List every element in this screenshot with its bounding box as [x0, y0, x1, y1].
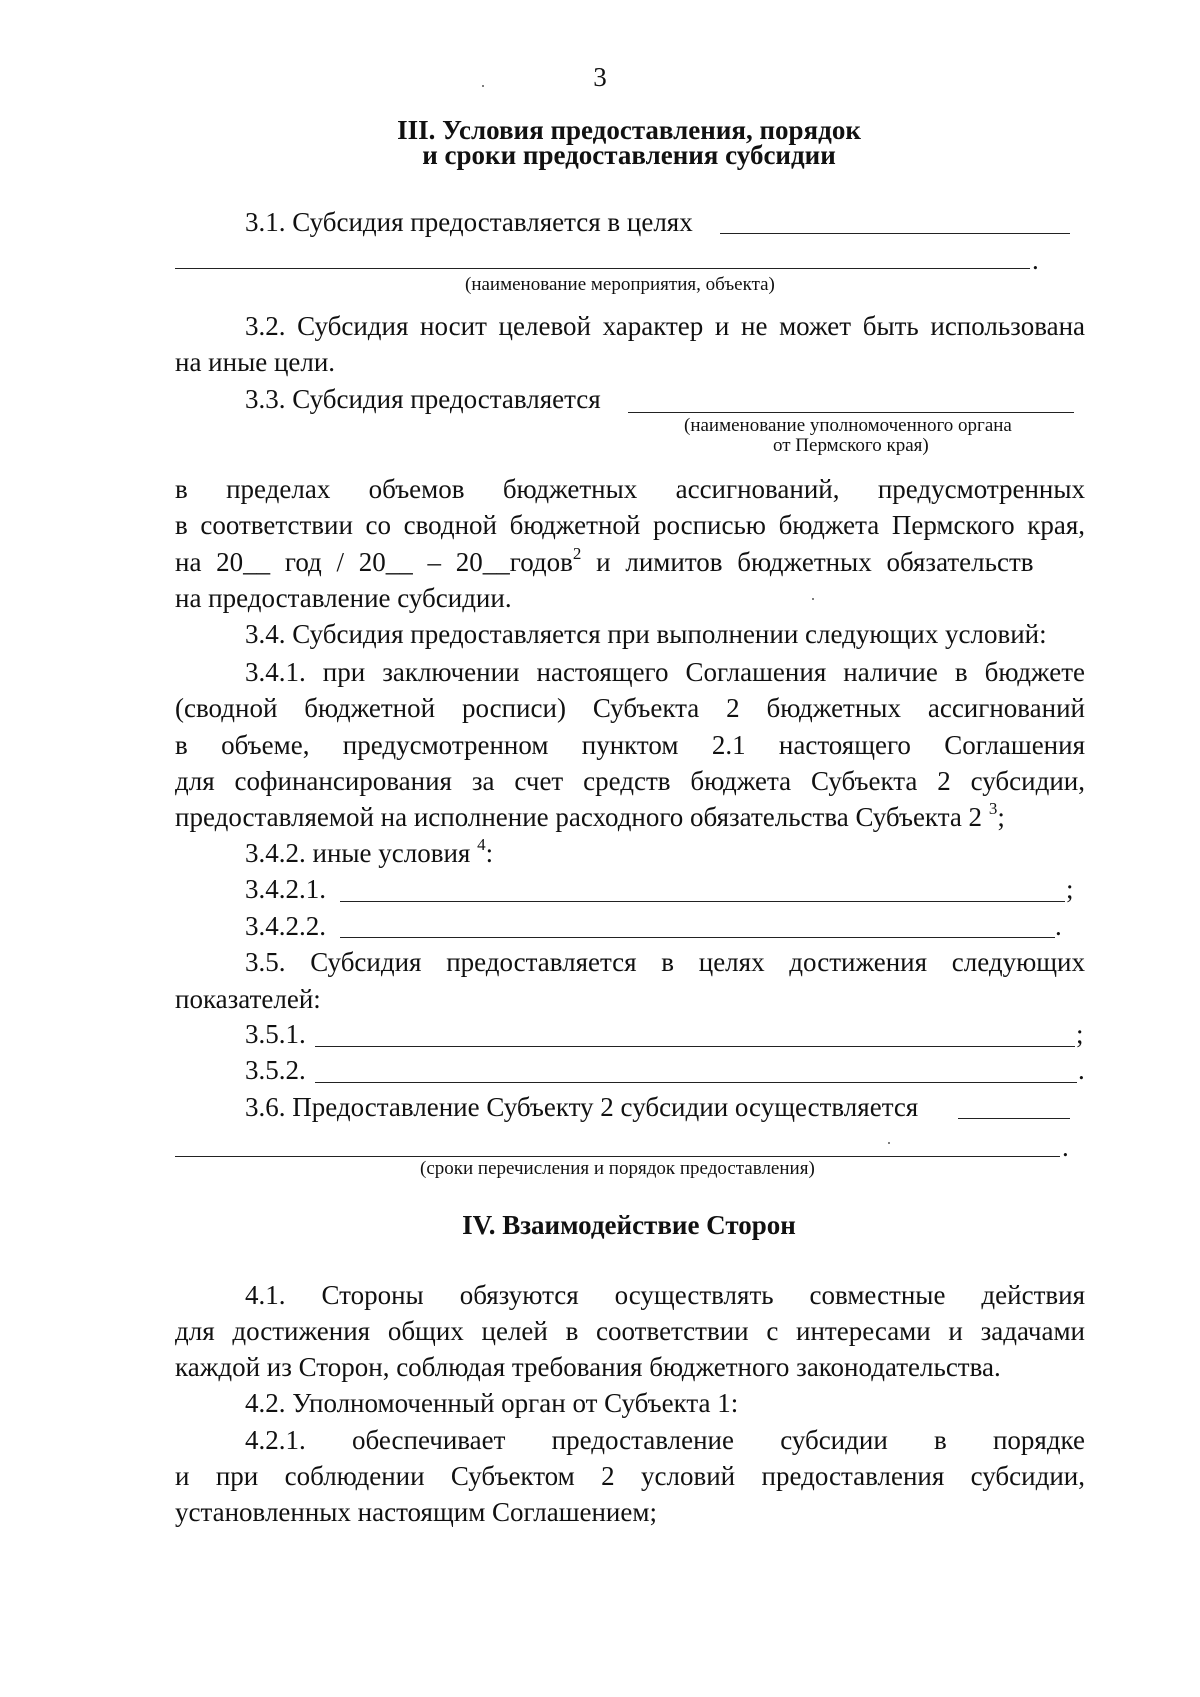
scan-speck: [812, 598, 814, 600]
paragraph-3-3-cont-line-4: на предоставление субсидии.: [175, 583, 512, 613]
paragraph-3-3: 3.3. Субсидия предоставляется: [245, 384, 601, 414]
item-3-5-1-label: 3.5.1.: [245, 1019, 306, 1049]
item-3-5-1-end: ;: [1076, 1019, 1084, 1049]
other-conditions-text: 3.4.2. иные условия: [245, 838, 471, 868]
paragraph-3-4: 3.4. Субсидия предоставляется при выполнении следующих условий:: [245, 619, 1047, 649]
blank-line-3-6-b: [175, 1156, 1060, 1157]
paragraph-3-2-line-2: на иные цели.: [175, 347, 336, 377]
section-3-heading-line-2: и сроки предоставления субсидии: [422, 140, 836, 170]
paragraph-4-2-1-line-3: установленных настоящим Соглашением;: [175, 1497, 657, 1527]
paragraph-4-2-1-line-1: 4.2.1. обеспечивает предоставление субсидии в порядке: [245, 1425, 1085, 1455]
paragraph-3-4-1-line-1: 3.4.1. при заключении настоящего Соглашения наличие в бюджете: [245, 657, 1085, 687]
obligation-text: предоставляемой на исполнение расходного обязательства Субъекта 2: [175, 802, 983, 832]
page-number: 3: [593, 62, 607, 92]
paragraph-3-3-cont-line-1: в пределах объемов бюджетных ассигнований, предусмотренных: [175, 474, 1085, 504]
item-3-5-2-end: .: [1078, 1055, 1085, 1085]
paragraph-3-6-end: .: [1062, 1132, 1069, 1162]
blank-line-3-1-a: [720, 233, 1070, 234]
budget-limits-text: и лимитов бюджетных обязательств: [581, 547, 1034, 577]
item-3-4-2-1-end: ;: [1066, 874, 1074, 904]
item-3-4-2-1-label: 3.4.2.1.: [245, 874, 326, 904]
blank-line-3-4-2-2: [340, 937, 1055, 938]
blank-line-3-5-1: [315, 1046, 1075, 1047]
paragraph-4-2-1-line-2: и при соблюдении Субъектом 2 условий предоставления субсидии,: [175, 1461, 1085, 1491]
paragraph-4-1-line-1: 4.1. Стороны обязуются осуществлять совместные действия: [245, 1280, 1085, 1310]
caption-3-1: (наименование мероприятия, объекта): [465, 274, 775, 295]
scan-speck: [888, 1142, 890, 1144]
blank-line-3-3: [628, 412, 1074, 413]
paragraph-3-5-line-1: 3.5. Субсидия предоставляется в целях достижения следующих: [245, 947, 1085, 977]
paragraph-4-1-line-3: каждой из Сторон, соблюдая требования бюджетного законодательства.: [175, 1352, 1001, 1382]
footnote-3-marker: 3: [988, 799, 998, 818]
item-3-5-2-label: 3.5.2.: [245, 1055, 306, 1085]
caption-3-6: (сроки перечисления и порядок предоставления): [420, 1158, 815, 1179]
paragraph-3-3-cont-line-2: в соответствии со сводной бюджетной росписью бюджета Пермского края,: [175, 510, 1085, 540]
paragraph-3-4-1-line-5: [175, 801, 1005, 833]
section-3-heading-line-1: III. Условия предоставления, порядок: [397, 115, 861, 145]
paragraph-3-3-cont-line-3: [175, 546, 1034, 578]
paragraph-4-1-line-2: для достижения общих целей в соответствии с интересами и задачами: [175, 1316, 1085, 1346]
scan-speck: [482, 85, 484, 87]
footnote-2-marker: 2: [572, 544, 582, 563]
colon: :: [485, 838, 494, 868]
paragraph-3-4-1-line-4: для софинансирования за счет средств бюджета Субъекта 2 субсидии,: [175, 766, 1085, 796]
paragraph-3-6: 3.6. Предоставление Субъекту 2 субсидии осуществляется: [245, 1092, 919, 1122]
caption-3-3-line-2: от Пермского края): [773, 435, 929, 456]
item-3-4-2-2-end: .: [1055, 911, 1062, 941]
paragraph-3-4-1-line-3: в объеме, предусмотренном пунктом 2.1 настоящего Соглашения: [175, 730, 1085, 760]
semicolon: ;: [997, 802, 1005, 832]
paragraph-3-4-1-line-2: (сводной бюджетной росписи) Субъекта 2 бюджетных ассигнований: [175, 693, 1085, 723]
paragraph-3-1: 3.1. Субсидия предоставляется в целях: [245, 207, 693, 237]
blank-line-3-5-2: [315, 1082, 1077, 1083]
blank-line-3-6-a: [958, 1118, 1070, 1119]
years-placeholder: на 20__ год / 20__ – 20__годов: [175, 547, 573, 577]
paragraph-3-4-2: [245, 837, 493, 869]
paragraph-4-2: 4.2. Уполномоченный орган от Субъекта 1:: [245, 1388, 739, 1418]
section-4-heading: IV. Взаимодействие Сторон: [462, 1210, 796, 1240]
footnote-4-marker: 4: [477, 835, 486, 854]
item-3-4-2-2-label: 3.4.2.2.: [245, 911, 326, 941]
paragraph-3-5-line-2: показателей:: [175, 984, 321, 1014]
blank-line-3-4-2-1: [340, 901, 1065, 902]
caption-3-3-line-1: (наименование уполномоченного органа: [684, 415, 1012, 436]
paragraph-3-2-line-1: 3.2. Субсидия носит целевой характер и не может быть использована: [245, 311, 1085, 341]
blank-line-3-1-b: [175, 268, 1030, 269]
paragraph-3-1-end: .: [1032, 245, 1039, 275]
